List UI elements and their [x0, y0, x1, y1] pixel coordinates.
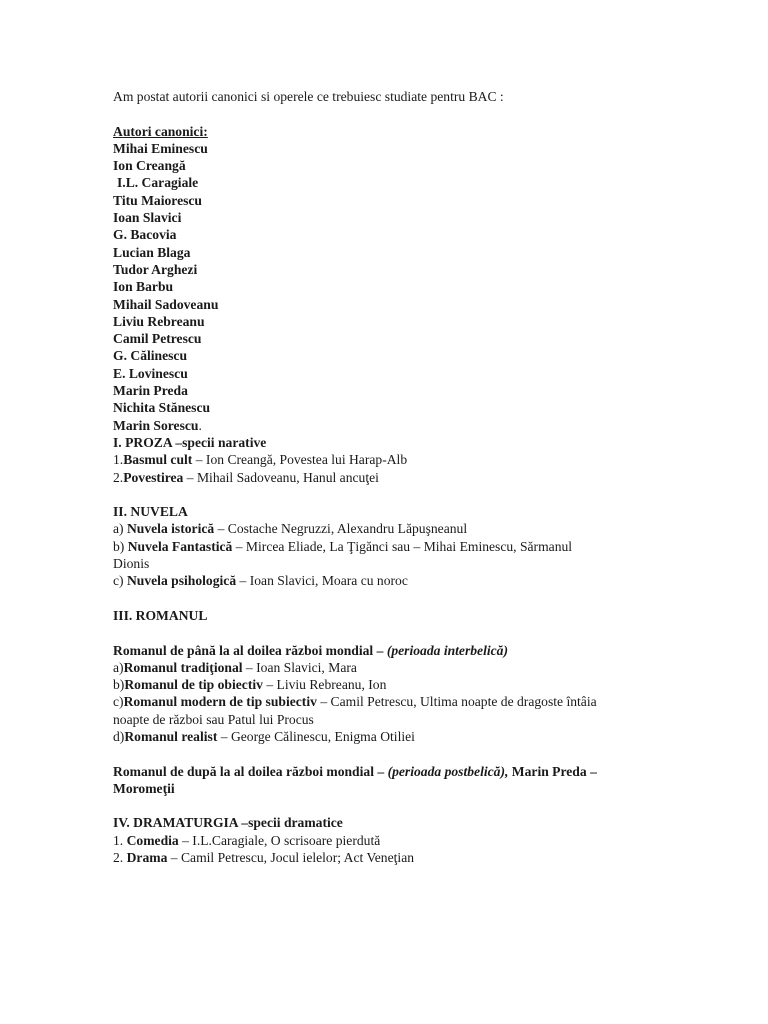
proza-item: 2.Povestirea – Mihail Sadoveanu, Hanul ancuţei — [113, 469, 379, 485]
author-item: Liviu Rebreanu — [113, 313, 205, 329]
author-item: Nichita Stănescu — [113, 400, 211, 416]
romanul-heading: III. ROMANUL — [113, 607, 208, 623]
romanul-item: b)Romanul de tip obiectiv – Liviu Rebreanu, Ion — [113, 677, 387, 693]
romanul-item: c)Romanul modern de tip subiectiv – Camil Petrescu, Ultima noapte de dragoste întâia — [113, 694, 597, 710]
author-item: G. Călinescu — [113, 348, 188, 364]
intro-text: Am postat autorii canonici si operele ce trebuiesc studiate pentru BAC : — [113, 89, 504, 104]
proza-item: 1.Basmul cult – Ion Creangă, Povestea lui Harap-Alb — [113, 452, 408, 468]
romanul-item: d)Romanul realist – George Călinescu, Enigma Otiliei — [113, 728, 415, 744]
dramaturgia-item: 1. Comedia – I.L.Caragiale, O scrisoare pierdută — [113, 832, 381, 848]
dramaturgia-item: 2. Drama – Camil Petrescu, Jocul ielelor; Act Veneţian — [113, 850, 415, 866]
author-item: Ion Barbu — [113, 279, 174, 295]
author-item: Marin Sorescu. — [113, 417, 202, 433]
author-item: Camil Petrescu — [113, 331, 202, 347]
author-item: Titu Maiorescu — [113, 192, 202, 208]
author-item: Ioan Slavici — [113, 210, 182, 226]
nuvela-item: a) Nuvela istorică – Costache Negruzzi, Alexandru Lăpuşneanul — [113, 521, 468, 537]
romanul-interbelic-title: Romanul de până la al doilea război mondial – (perioada interbelică) — [113, 642, 509, 658]
document-page — [113, 88, 653, 866]
author-item: I.L. Caragiale — [117, 175, 199, 191]
nuvela-item: c) Nuvela psihologică – Ioan Slavici, Moara cu noroc — [113, 573, 408, 589]
romanul-postbelic-title: Romanul de după la al doilea război mondial – (perioada postbelică), Marin Preda – — [113, 763, 597, 779]
nuvela-heading: II. NUVELA — [113, 504, 188, 520]
author-item: Tudor Arghezi — [113, 261, 198, 277]
author-item: G. Bacovia — [113, 227, 177, 243]
nuvela-item-continuation: Dionis — [113, 556, 150, 572]
author-item: Ion Creangă — [113, 158, 186, 174]
romanul-postbelic-continuation: Moromeţii — [113, 780, 175, 796]
author-item: Mihail Sadoveanu — [113, 296, 219, 312]
nuvela-item: b) Nuvela Fantastică – Mircea Eliade, La Ţigănci sau – Mihai Eminescu, Sărmanul — [113, 538, 573, 554]
proza-heading: I. PROZA –specii narative — [113, 434, 267, 450]
dramaturgia-heading: IV. DRAMATURGIA –specii dramatice — [113, 815, 343, 831]
author-item: Mihai Eminescu — [113, 140, 208, 156]
romanul-item-continuation: noapte de război sau Patul lui Procus — [113, 711, 314, 727]
author-item: Lucian Blaga — [113, 244, 191, 260]
author-item: E. Lovinescu — [113, 365, 188, 381]
romanul-item: a)Romanul tradiţional – Ioan Slavici, Mara — [113, 659, 357, 675]
author-item: Marin Preda — [113, 383, 188, 399]
authors-heading: Autori canonici: — [113, 123, 208, 139]
